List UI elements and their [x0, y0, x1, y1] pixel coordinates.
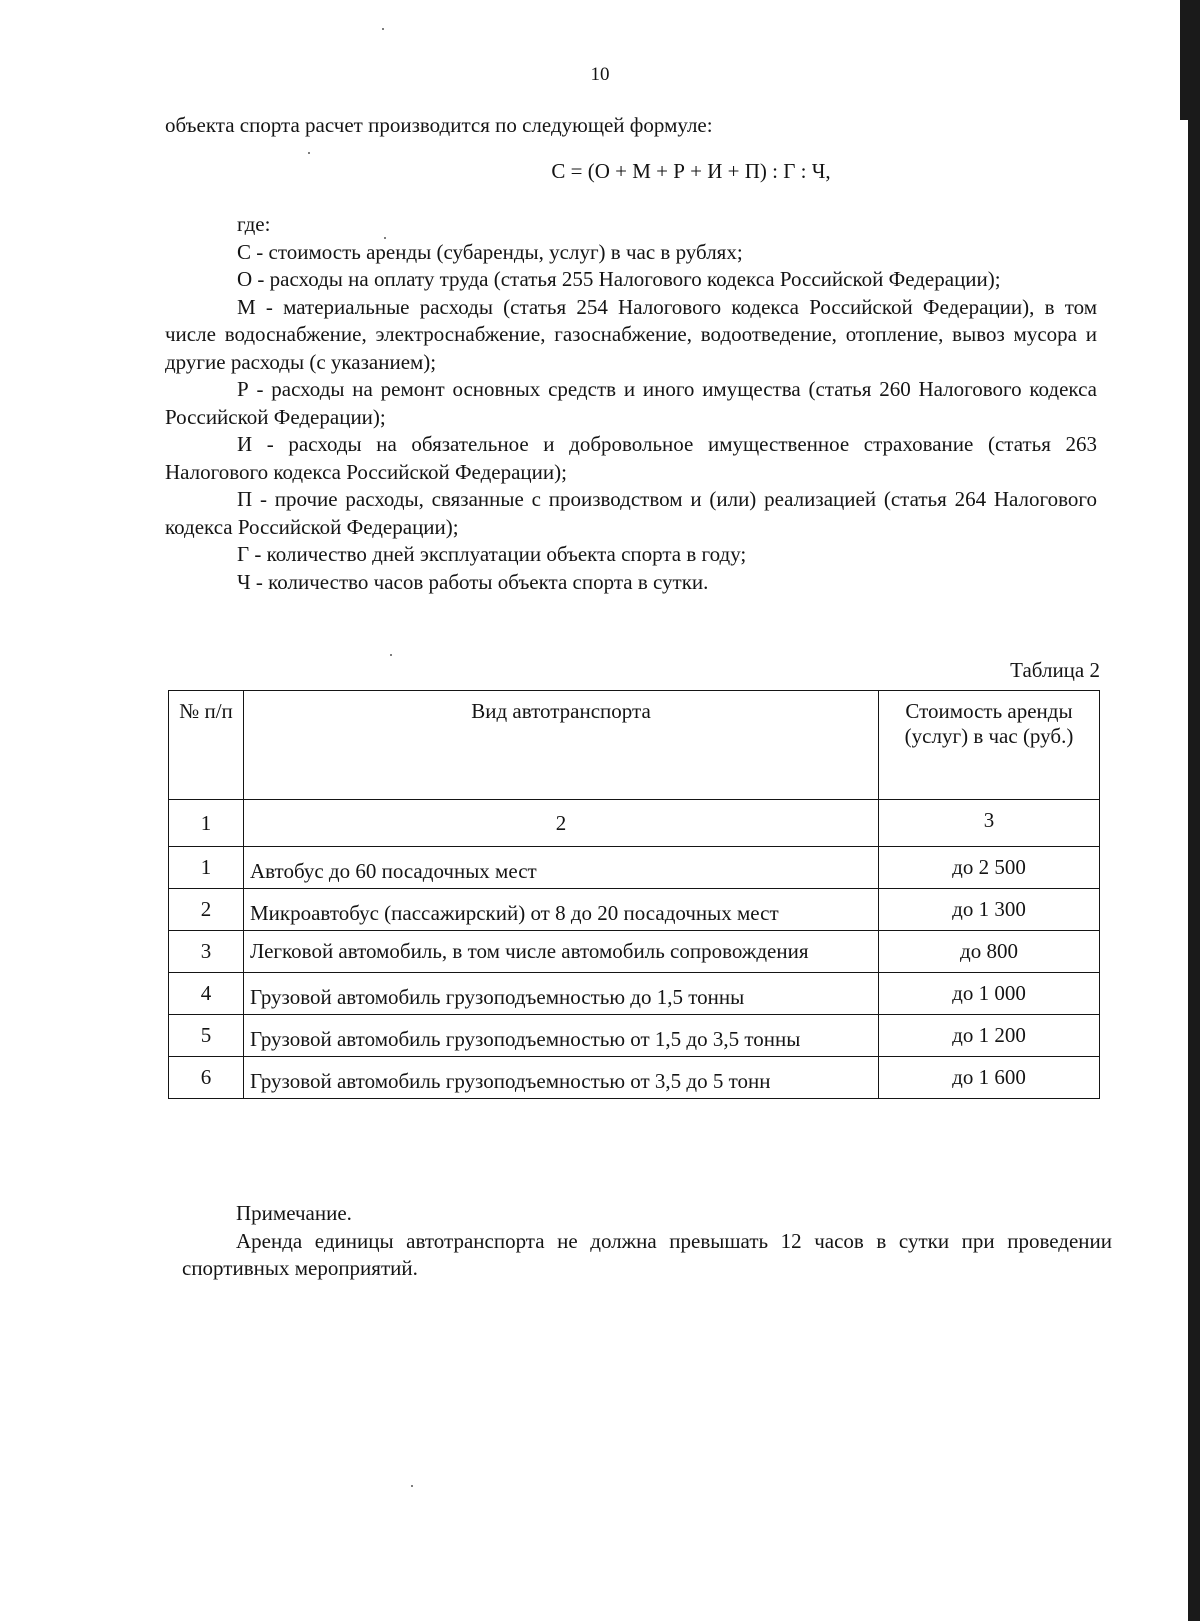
vehicle-rent-table	[168, 690, 1100, 1099]
row-number: 2	[169, 889, 244, 931]
row-vehicle-name: Грузовой автомобиль грузоподъемностью до 1,5 тонны	[244, 973, 879, 1015]
where-label: где:	[237, 212, 271, 236]
definition-c: С - стоимость аренды (субаренды, услуг) в час в рублях;	[237, 239, 743, 264]
document-body	[165, 112, 1097, 596]
definition-p: П - прочие расходы, связанные с производством и (или) реализацией (статья 264 Налогового кодекса Российской Федерации);	[165, 487, 1097, 539]
table-index-row	[169, 800, 1100, 847]
note-text: Аренда единицы автотранспорта не должна превышать 12 часов в сутки при проведении спортивных мероприятий.	[182, 1228, 1112, 1280]
row-vehicle-name: Грузовой автомобиль грузоподъемностью от 3,5 до 5 тонн	[244, 1057, 879, 1099]
scan-edge-shadow-top	[1180, 0, 1188, 120]
row-price: до 2 500	[879, 847, 1100, 889]
definition-m: М - материальные расходы (статья 254 Налогового кодекса Российской Федерации), в том числе водоснабжение, электроснабжение, газоснабжение, водоотведение, отопление, вывоз мусора и другие расходы (с указанием);	[165, 294, 1097, 374]
scan-speck	[411, 1485, 413, 1487]
table-row	[169, 931, 1100, 973]
table-caption: Таблица 2	[1010, 658, 1100, 682]
page-number: 10	[590, 64, 610, 85]
table-header-row	[169, 691, 1100, 800]
note-block	[182, 1200, 1112, 1283]
row-price: до 1 600	[879, 1057, 1100, 1099]
table-row	[169, 1015, 1100, 1057]
index-cell: 2	[244, 800, 879, 847]
index-cell: 3	[879, 800, 1100, 847]
table-row	[169, 889, 1100, 931]
row-price: до 1 000	[879, 973, 1100, 1015]
scan-edge-shadow	[1188, 0, 1200, 1621]
row-vehicle-name: Легковой автомобиль, в том числе автомобиль сопровождения	[244, 931, 879, 973]
row-number: 4	[169, 973, 244, 1015]
row-number: 6	[169, 1057, 244, 1099]
row-price: до 800	[879, 931, 1100, 973]
header-number: № п/п	[169, 691, 244, 800]
row-vehicle-name: Микроавтобус (пассажирский) от 8 до 20 посадочных мест	[244, 889, 879, 931]
definition-o: О - расходы на оплату труда (статья 255 Налогового кодекса Российской Федерации);	[237, 267, 1001, 291]
row-price: до 1 200	[879, 1015, 1100, 1057]
table-row	[169, 1057, 1100, 1099]
header-price: Стоимость аренды (услуг) в час (руб.)	[879, 691, 1100, 800]
definition-i: И - расходы на обязательное и добровольное имущественное страхование (статья 263 Налогового кодекса Российской Федерации);	[165, 432, 1097, 484]
cost-formula: С = (О + М + Р + И + П) : Г : Ч,	[551, 158, 831, 183]
index-cell: 1	[169, 800, 244, 847]
intro-text: объекта спорта расчет производится по следующей формуле:	[165, 113, 713, 137]
table-row	[169, 973, 1100, 1015]
row-number: 1	[169, 847, 244, 889]
definition-r: Р - расходы на ремонт основных средств и иного имущества (статья 260 Налогового кодекса Российской Федерации);	[165, 377, 1097, 429]
definition-g: Г - количество дней эксплуатации объекта спорта в году;	[237, 542, 747, 566]
note-title: Примечание.	[236, 1201, 352, 1225]
row-vehicle-name: Грузовой автомобиль грузоподъемностью от 1,5 до 3,5 тонны	[244, 1015, 879, 1057]
row-price: до 1 300	[879, 889, 1100, 931]
row-vehicle-name: Автобус до 60 посадочных мест	[244, 847, 879, 889]
table-row	[169, 847, 1100, 889]
scan-speck	[382, 28, 384, 30]
row-number: 5	[169, 1015, 244, 1057]
header-vehicle-type: Вид автотранспорта	[244, 691, 879, 800]
definition-ch: Ч - количество часов работы объекта спорта в сутки.	[237, 569, 709, 594]
scan-speck	[390, 654, 392, 656]
row-number: 3	[169, 931, 244, 973]
